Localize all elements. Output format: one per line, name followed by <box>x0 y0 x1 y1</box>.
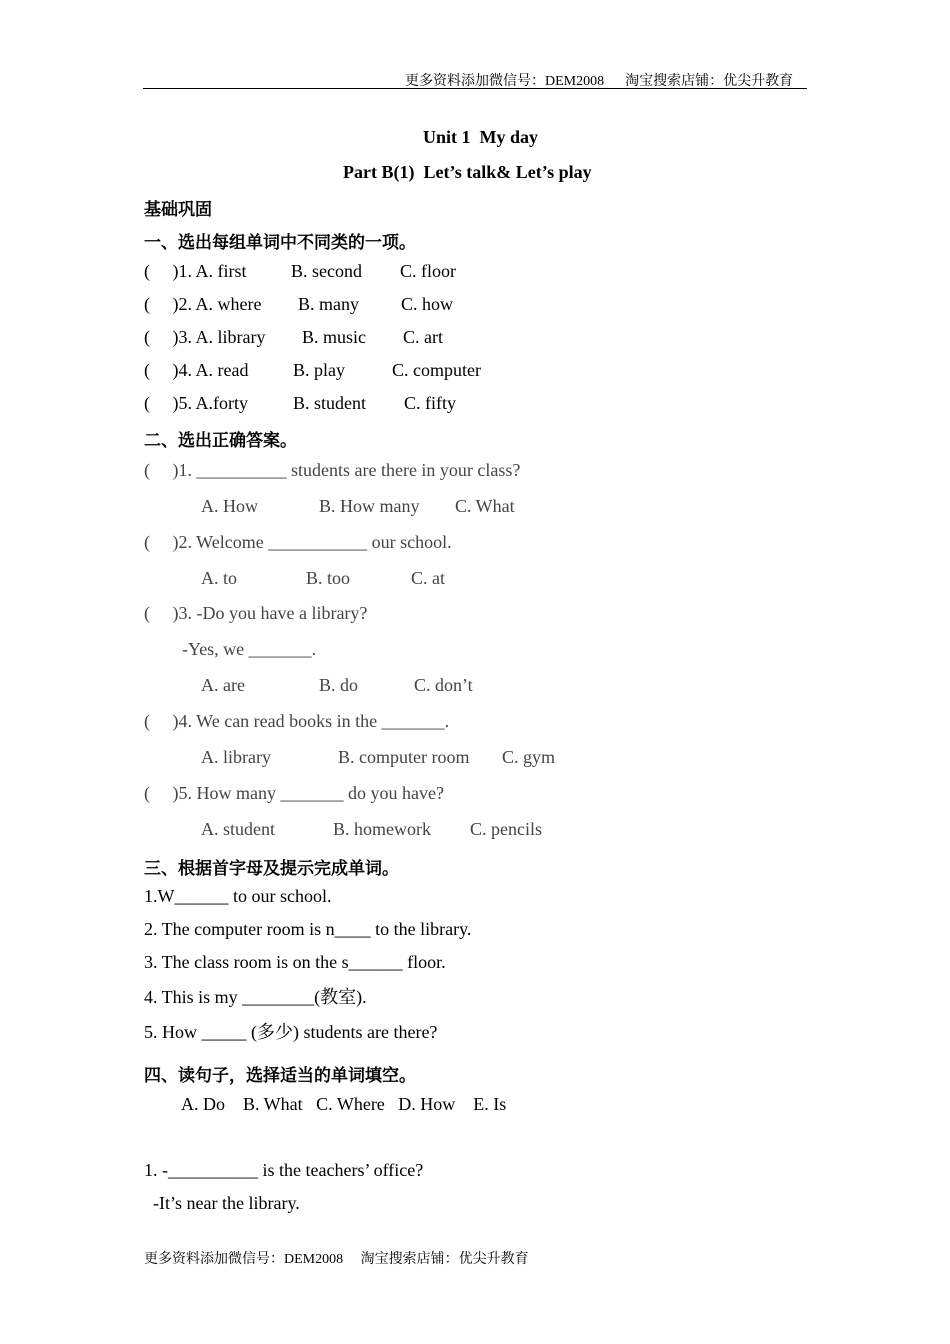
s1-item3-b: B. music <box>302 327 367 347</box>
s1-item2-a: ( )2. A. where <box>144 294 262 314</box>
s2-q1: ( )1. __________ students are there in your class? <box>144 460 521 480</box>
s2-q2-a: A. to <box>201 568 237 588</box>
s3-item3: 3. The class room is on the s______ floor. <box>144 952 446 972</box>
part-title: Part B(1) Let’s talk& Let’s play <box>343 162 592 182</box>
s2-q4: ( )4. We can read books in the _______. <box>144 711 450 731</box>
s1-item5-a: ( )5. A.forty <box>144 393 248 413</box>
s3-item2: 2. The computer room is n____ to the library. <box>144 919 472 939</box>
s1-item3-a: ( )3. A. library <box>144 327 266 347</box>
section-basic-heading: 基础巩固 <box>144 200 212 220</box>
s2-q2-b: B. too <box>306 568 351 588</box>
s2-q5-c: C. pencils <box>470 819 542 839</box>
s2-q5: ( )5. How many _______ do you have? <box>144 783 444 803</box>
header-rule <box>143 88 807 89</box>
page-footer: 更多资料添加微信号：DEM2008 淘宝搜索店铺：优尖升教育 <box>144 1252 529 1267</box>
section2-heading: 二、选出正确答案。 <box>144 431 297 451</box>
s2-q2-c: C. at <box>411 568 445 588</box>
s1-item4-c: C. computer <box>392 360 481 380</box>
s2-q4-c: C. gym <box>502 747 556 767</box>
section4-heading: 四、读句子，选择适当的单词填空。 <box>144 1066 416 1086</box>
s4-q1: 1. -__________ is the teachers’ office? <box>144 1160 424 1180</box>
s1-item4-b: B. play <box>293 360 345 380</box>
s2-q4-b: B. computer room <box>338 747 470 767</box>
s4-options: A. Do B. What C. Where D. How E. Is <box>181 1094 507 1114</box>
s2-q3-line2: -Yes, we _______. <box>182 639 317 659</box>
s3-item5: 5. How _____ (多少) students are there? <box>144 1022 438 1042</box>
s3-item4: 4. This is my ________(教室). <box>144 987 367 1007</box>
page-header: 更多资料添加微信号：DEM2008 淘宝搜索店铺：优尖升教育 <box>405 74 794 89</box>
s1-item2-c: C. how <box>401 294 454 314</box>
s2-q3: ( )3. -Do you have a library? <box>144 603 368 623</box>
s2-q3-a: A. are <box>201 675 245 695</box>
s1-item3-c: C. art <box>403 327 443 347</box>
s4-a1: -It’s near the library. <box>153 1193 300 1213</box>
s2-q3-b: B. do <box>319 675 359 695</box>
s2-q1-c: C. What <box>455 496 515 516</box>
s1-item1-c: C. floor <box>400 261 456 281</box>
s2-q5-a: A. student <box>201 819 275 839</box>
unit-title: Unit 1 My day <box>423 127 539 147</box>
s3-item1: 1.W______ to our school. <box>144 886 332 906</box>
s2-q5-b: B. homework <box>333 819 431 839</box>
s1-item2-b: B. many <box>298 294 359 314</box>
s2-q3-c: C. don’t <box>414 675 473 695</box>
s1-item4-a: ( )4. A. read <box>144 360 249 380</box>
s1-item1-a: ( )1. A. first <box>144 261 247 281</box>
s1-item1-b: B. second <box>291 261 362 281</box>
s2-q1-a: A. How <box>201 496 258 516</box>
section1-heading: 一、选出每组单词中不同类的一项。 <box>144 233 416 253</box>
s2-q1-b: B. How many <box>319 496 420 516</box>
s2-q4-a: A. library <box>201 747 271 767</box>
s2-q2: ( )2. Welcome ___________ our school. <box>144 532 452 552</box>
s1-item5-c: C. fifty <box>404 393 456 413</box>
s1-item5-b: B. student <box>293 393 367 413</box>
section3-heading: 三、根据首字母及提示完成单词。 <box>144 859 399 879</box>
